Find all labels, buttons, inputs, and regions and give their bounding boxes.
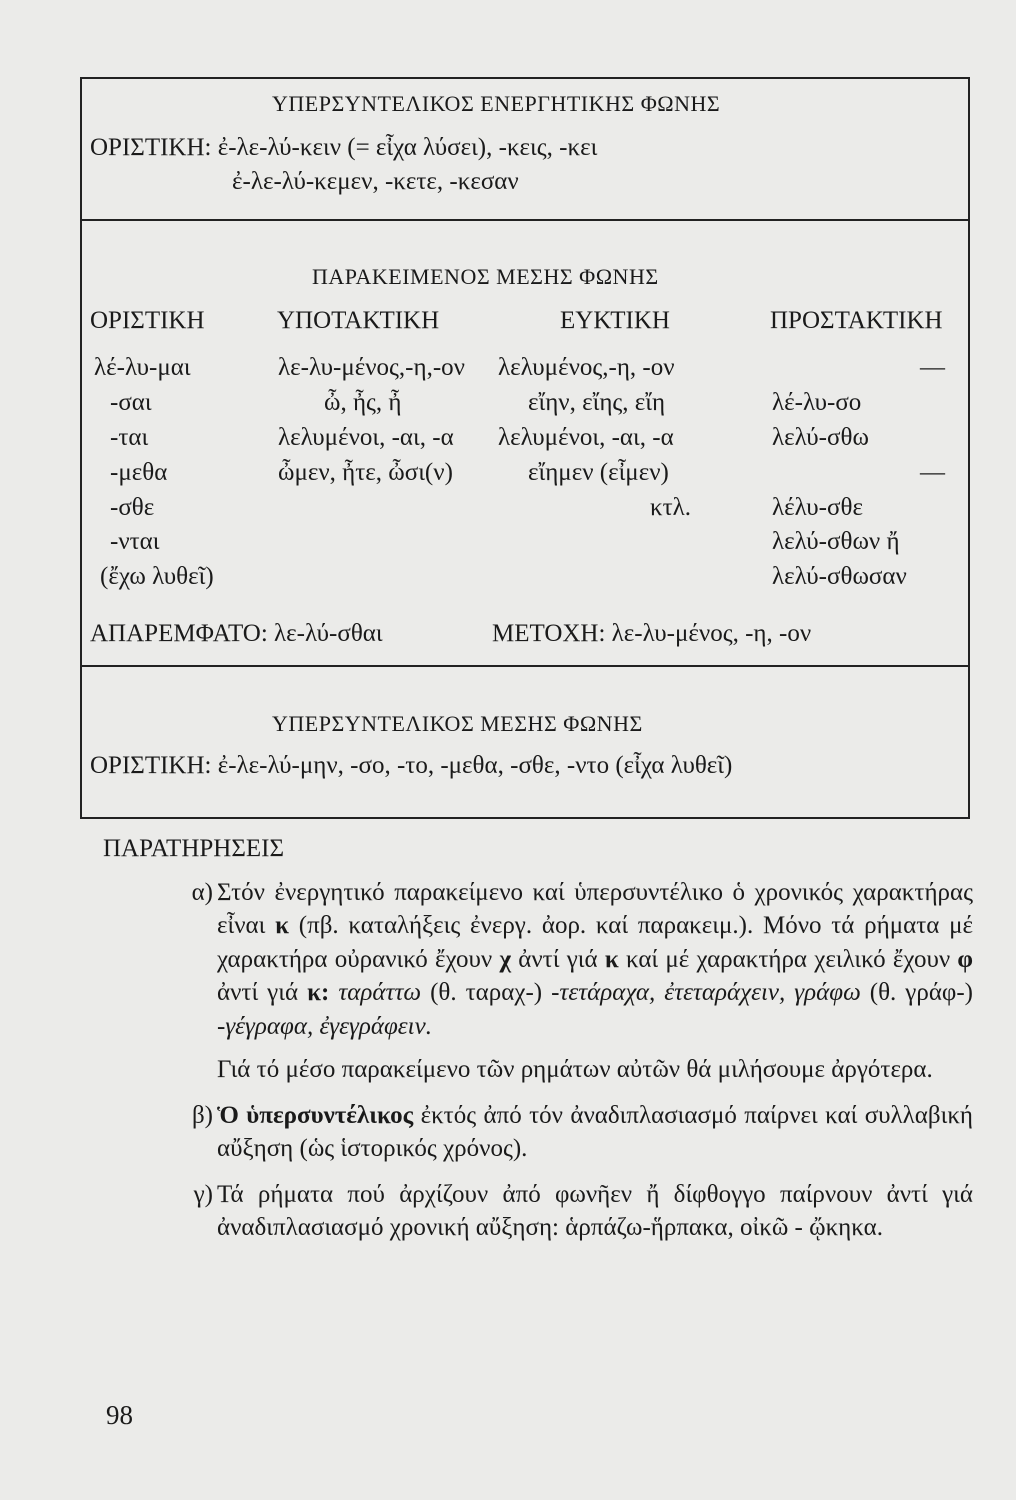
oristiki-form: -σθε: [110, 494, 155, 521]
text-run: ἐκτός ἀπό τόν ἀναδιπλασιασμό παίρνει καί συλλαβική αὔξηση (ὡς ἱστορικός χρόνος).: [217, 1101, 974, 1162]
text-run: (θ. ταραχ-): [421, 979, 552, 1006]
ypotaktiki-form: ὦμεν, ἦτε, ὦσι(ν): [278, 459, 453, 486]
prostaktiki-form: λελύ-σθωσαν: [772, 563, 907, 590]
section1-indicative-line2: ἐ-λε-λύ-κεμεν, -κετε, -κεσαν: [232, 168, 519, 195]
oristiki-form: -μεθα: [110, 459, 168, 486]
ypotaktiki-form: λε-λυ-μένος,-η,-ον: [278, 354, 465, 381]
oristiki-form: -σαι: [110, 389, 152, 416]
bold-letter: κ: [275, 912, 289, 939]
text-run: Στόν ἐνεργητικό παρακείμενο καί ὑπερσυντέλικο ὁ χρονικός χαρακτήρας εἶναι: [217, 878, 973, 939]
section2-title: ΠΑΡΑΚΕΙΜΕΝΟΣ ΜΕΣΗΣ ΦΩΝΗΣ: [312, 264, 659, 289]
remark-a-paragraph-2: Γιά τό μέσο παρακείμενο τῶν ρημάτων αὐτῶν θά μιλήσουμε ἀργότερα.: [217, 1056, 933, 1083]
section-divider-1: [82, 219, 968, 221]
text-run: καί μέ χαρακτήρα χειλικό ἔχουν: [618, 945, 958, 973]
text-run: ἀντί γιά: [511, 945, 605, 973]
col-header-ypotaktiki: ΥΠΟΤΑΚΤΙΚΗ: [277, 307, 440, 334]
remark-body: Τά ρήματα πού ἀρχίζουν ἀπό φωνῆεν ἤ δίφθογγο παίρνουν ἀντί γιά ἀναδιπλασιασμό χρονική αὔξηση: ἁρπάζω-ἥρπακα, οἰκῶ - ᾤκηκα.: [217, 1180, 973, 1241]
prostaktiki-form: λελύ-σθω: [772, 424, 869, 451]
example-word: ταράττω: [338, 979, 422, 1006]
oristiki-form: (ἔχω λυθεῖ): [100, 563, 214, 590]
euktiki-form: εἴην, εἴης, εἴη: [528, 389, 666, 416]
bold-letter: κ: [604, 945, 619, 973]
section-divider-2: [82, 665, 968, 667]
text-run: (πβ. καταλήξεις ἐνεργ. ἀορ. καί παρακειμ.). Μόνο τά ρήματα μέ χαρακτήρα οὐρανικό ἔχουν: [217, 912, 973, 973]
example-word: -τετάραχα, ἐτεταράχειν, γράφω: [551, 979, 861, 1006]
prostaktiki-form: λελύ-σθων ἤ: [772, 528, 900, 555]
col-header-euktiki: ΕΥΚΤΙΚΗ: [560, 307, 670, 334]
euktiki-form: κτλ.: [650, 494, 692, 521]
remark-c: [103, 1178, 973, 1245]
section1-title: ΥΠΕΡΣΥΝΤΕΛΙΚΟΣ ΕΝΕΡΓΗΤΙΚΗΣ ΦΩΝΗΣ: [272, 91, 721, 116]
col-header-prostaktiki: ΠΡΟΣΤΑΚΤΙΚΗ: [770, 307, 943, 334]
conjugation-table-box: [80, 77, 970, 819]
prostaktiki-form: —: [920, 459, 945, 486]
remarks-section: [103, 832, 973, 1257]
prostaktiki-form: λέλυ-σθε: [772, 494, 863, 521]
ypotaktiki-form: λελυμένοι, -αι, -α: [278, 424, 454, 451]
euktiki-form: λελυμένος,-η, -ον: [498, 354, 675, 381]
example-word: -γέγραφα, ἐγεγράφειν.: [217, 1012, 432, 1040]
page-number: 98: [106, 1400, 133, 1430]
section1-indicative-line1: ΟΡΙΣΤΙΚΗ: ἐ-λε-λύ-κειν (= εἶχα λύσει), -κεις, -κει: [90, 134, 598, 161]
section3-title: ΥΠΕΡΣΥΝΤΕΛΙΚΟΣ ΜΕΣΗΣ ΦΩΝΗΣ: [272, 711, 643, 736]
remark-body: [217, 876, 973, 1087]
remark-label: β): [191, 1101, 213, 1129]
bold-term: Ὁ ὑπερσυντέλικος: [217, 1101, 414, 1129]
oristiki-form: λέ-λυ-μαι: [94, 354, 191, 381]
text-run: (θ. γράφ-): [860, 979, 974, 1006]
prostaktiki-form: —: [920, 354, 945, 381]
remark-a: [103, 876, 973, 1087]
ypotaktiki-form: ὦ, ἦς, ἦ: [324, 389, 402, 416]
text-run: ἀντί γιά: [217, 979, 308, 1006]
remark-label: α): [191, 878, 213, 906]
bold-letter: χ: [499, 945, 512, 973]
section3-indicative-line: ΟΡΙΣΤΙΚΗ: ἐ-λε-λύ-μην, -σο, -το, -μεθα, -σθε, -ντο (εἶχα λυθεῖ): [90, 752, 733, 779]
bold-letter: κ:: [307, 979, 330, 1006]
infinitive-line: ΑΠΑΡΕΜΦΑΤΟ: λε-λύ-σθαι: [90, 620, 383, 647]
oristiki-form: -ται: [110, 424, 149, 451]
remark-label: γ): [193, 1180, 213, 1208]
oristiki-form: -νται: [110, 528, 160, 555]
remark-b: [103, 1099, 973, 1166]
bold-letter: φ: [957, 945, 973, 973]
prostaktiki-form: λέ-λυ-σο: [772, 389, 862, 416]
remark-a-paragraph-1: [217, 876, 973, 1044]
participle-line: ΜΕΤΟΧΗ: λε-λυ-μένος, -η, -ον: [492, 620, 812, 647]
euktiki-form: εἴημεν (εἶμεν): [528, 459, 669, 486]
col-header-oristiki: ΟΡΙΣΤΙΚΗ: [90, 307, 205, 334]
remarks-title: ΠΑΡΑΤΗΡΗΣΕΙΣ: [103, 835, 285, 862]
remark-body: [217, 1099, 973, 1166]
euktiki-form: λελυμένοι, -αι, -α: [498, 424, 674, 451]
